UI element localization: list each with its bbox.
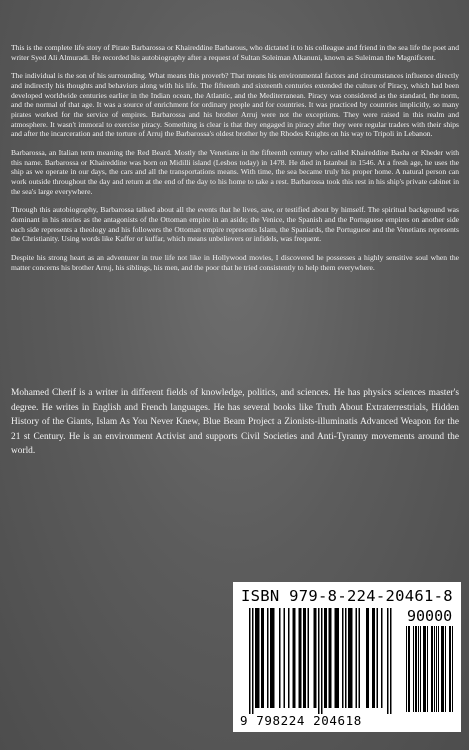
synopsis — [11, 43, 459, 281]
barcode-bar — [335, 608, 337, 708]
barcode-bar — [315, 608, 317, 708]
barcode-bar — [330, 608, 332, 708]
addon-barcode-bars — [405, 626, 455, 712]
barcode-bar — [374, 608, 376, 708]
addon-bar — [441, 626, 442, 712]
barcode-digits: 9 798224 204618 — [240, 713, 362, 728]
barcode-bar — [342, 608, 344, 708]
addon-bar — [427, 626, 428, 712]
addon-bar — [413, 626, 414, 712]
barcode-bar — [336, 608, 338, 708]
author-bio: Mohamed Cherif is a writer in different fields of knowledge, politics, and sciences. He has physics sciences master's degree. He writes in English and French languages. He has several books like Truth About Extraterrestrials, Hidden History of the Giants, Islam As You Never Knew, Blue Beam Project a Zionists-illuminatis Advanced Weapon for the 21 st Century. He is an environment Activist and supports Civil Societies and Anti-Tyranny movements around the world. — [11, 388, 459, 457]
price-code: 90000 — [407, 607, 453, 625]
addon-bar — [418, 626, 419, 712]
synopsis-paragraph: The individual is the son of his surrounding. What means this proverb? That means his environmental factors and circumstances influence directly and indirectly his thoughts and behaviors along with his life. The fifteenth and sixteenth centuries extended the culture of Piracy, which had been developed worldwide centuries earlier in the Indian ocean, the Atlantic, and the Mediterranean. Piracy was considered as the standard, the norm, and the normal of that age. It was a source of enrichment for ordinary people and for countries. It was practiced by countries implicitly, so many pirates worked for the service of empires. Barbarossa and his brother Arruj were not the exceptions. They were raised in this realm and atmosphere. It wasn't immoral to exercise piracy. Something is clear is that they engaged in piracy after they were regular traders with their ships and after the incarceration and the torture of Arruj the Barbarossa's oldest brother by the Rhodes Knights on his way to Tripoli in Lebanon. — [11, 71, 459, 139]
barcode-bar — [308, 608, 310, 708]
barcode-bar — [377, 608, 379, 708]
barcode-bar — [284, 608, 286, 708]
barcode-bar — [318, 608, 320, 714]
barcode-bar — [267, 608, 269, 708]
barcode-bar — [288, 608, 290, 708]
barcode-bar — [387, 608, 389, 714]
barcode-bar — [261, 608, 263, 708]
addon-bar — [425, 626, 426, 712]
barcode-bar — [249, 608, 251, 714]
barcode-bar — [303, 608, 305, 708]
synopsis-paragraph: Despite his strong heart as an adventurer in true life not like in Hollywood movies, I discovered he possesses a highly sensitive soul when the matter concerns his brother Arruj, his siblings, his men, and the poor that he tried consistently to help them everywhere. — [11, 252, 459, 272]
barcode-bar — [305, 608, 307, 708]
isbn-label: ISBN 979-8-224-20461-8 — [241, 587, 453, 605]
addon-bar — [406, 626, 407, 712]
addon-bar — [423, 626, 424, 712]
addon-bar — [432, 626, 433, 712]
barcode-bar — [329, 608, 331, 708]
barcode-bar — [270, 608, 272, 708]
addon-bar — [452, 626, 453, 712]
barcode-bar — [255, 608, 257, 708]
barcode-bar — [293, 608, 295, 708]
addon-bar — [445, 626, 446, 712]
addon-bar — [449, 626, 450, 712]
addon-bar — [442, 626, 443, 712]
addon-bar — [443, 626, 444, 712]
addon-bar — [409, 626, 410, 712]
addon-bar — [434, 626, 435, 712]
barcode-bar — [356, 608, 358, 708]
ean-barcode-bars — [249, 608, 399, 714]
barcode-bar — [252, 608, 254, 714]
barcode-bar — [348, 608, 350, 708]
barcode-bar — [324, 608, 326, 708]
barcode-bar — [258, 608, 260, 708]
barcode-bar — [366, 608, 368, 708]
barcode-bar — [314, 608, 316, 708]
addon-bar — [436, 626, 437, 712]
barcode-bar — [345, 608, 347, 708]
barcode-bar — [351, 608, 353, 708]
addon-bar — [450, 626, 451, 712]
barcode-bar — [263, 608, 265, 708]
barcode-bar — [279, 608, 281, 708]
synopsis-paragraph: Barbarossa, an Italian term meaning the Red Beard. Mostly the Venetians in the fifteenth century who called Khaireddine Basha or Kheder with this name. Barbarossa or Khaireddine was born on Midilli island (Lesbos today) in 1478. He died in Istanbul in 1546. At a fresh age, he uses the ship as we operate in our days, the cars and all the transportations means. With time, the sea became truly his proper home. A natural person can work outside throughout the day and return at the end of the day to his home to take a rest. Barbarossa took this rest in his ship's private cabinet in the sea's large everywhere. — [11, 147, 459, 196]
barcode-bar — [300, 608, 302, 708]
barcode-bar — [372, 608, 374, 708]
barcode-bar — [350, 608, 352, 708]
barcode-bar — [359, 608, 361, 708]
addon-bar — [416, 626, 417, 712]
barcode-bar — [390, 608, 392, 714]
barcode-bar — [257, 608, 259, 708]
addon-bar — [438, 626, 439, 712]
barcode-bar — [338, 608, 340, 708]
addon-bar — [431, 626, 432, 712]
synopsis-paragraph: Through this autobiography, Barbarossa talked about all the events that he lives, saw, or testified about by himself. The spiritual background was dominant in his stories as the antagonists of the Ottoman empire in an aside; the Venice, the Spanish and the Portuguese empires on another side each side represents a theology and his followers the Ottoman empire represents Islam, the Spaniards, the Portuguese and the Venetians represents the Christianity. Using words like Kaffer or kuffar, which means unbelievers or infidels, was frequent. — [11, 205, 459, 244]
barcode-bar — [321, 608, 323, 714]
addon-bar — [424, 626, 425, 712]
addon-bar — [408, 626, 409, 712]
addon-bar — [420, 626, 421, 712]
barcode-bar — [272, 608, 274, 708]
isbn-barcode — [233, 582, 461, 732]
synopsis-paragraph: This is the complete life story of Pirate Barbarossa or Khaireddine Barbarous, who dictated it to his colleague and friend in the sea life the poet and writer Syed Ali Almuradi. He recorded his autobiography after a request of Sultan Soleiman Alkanuni, known as Suleiman the Magnificent. — [11, 43, 459, 62]
barcode-bar — [294, 608, 296, 708]
barcode-bar — [381, 608, 383, 708]
barcode-bar — [299, 608, 301, 708]
addon-bar — [415, 626, 416, 712]
barcode-bar — [326, 608, 328, 708]
barcode-bar — [368, 608, 370, 708]
barcode-bar — [273, 608, 275, 708]
